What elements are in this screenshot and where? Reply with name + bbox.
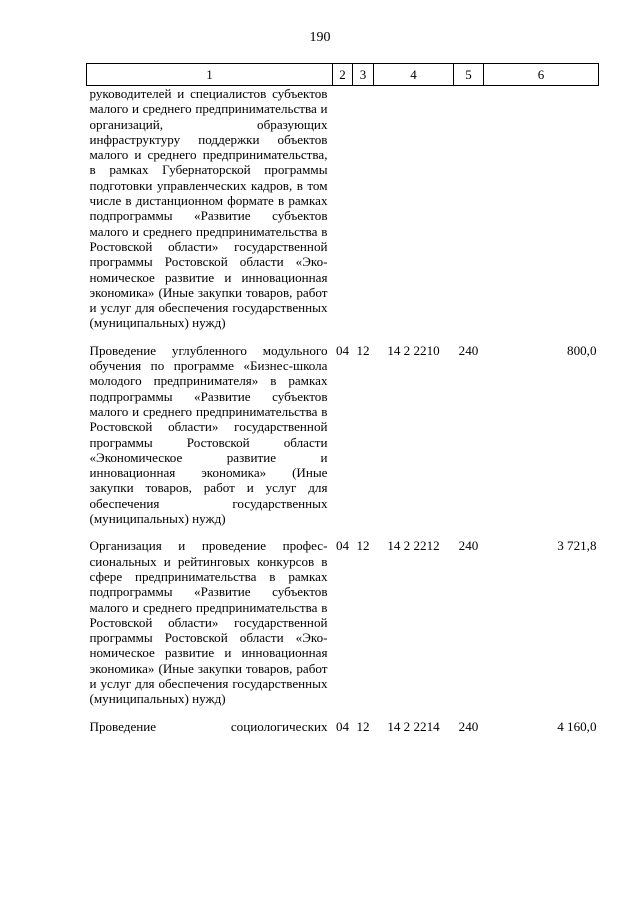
row-expense-type	[454, 86, 484, 331]
column-header-4: 4	[374, 64, 454, 86]
table-row	[87, 86, 599, 331]
row-description: Проведение социологических	[89, 718, 328, 734]
column-header-2: 2	[333, 64, 353, 86]
row-section: 04	[335, 718, 350, 734]
row-subsection	[353, 86, 374, 331]
table-row	[87, 343, 599, 527]
row-spacer	[87, 331, 599, 343]
row-description: Проведение углубленного модульного обучения по программе «Бизнес-школа молодого предпринимателя» в рамках подпрограммы «Развитие субъектов малого и среднего предпринимательства в Ростовской области» государственной программы Ростовской области «Экономическое развитие и инновационная экономика» (Иные закупки товаров, работ и услуг для обеспечения государственных (муниципальных) нужд)	[89, 342, 328, 527]
row-amount	[484, 86, 599, 331]
row-target-article: 14 2 2212	[387, 538, 440, 554]
column-header-1: 1	[87, 64, 333, 86]
row-section	[333, 86, 353, 331]
table-row	[87, 719, 599, 734]
row-spacer	[87, 526, 599, 538]
row-subsection: 12	[356, 538, 370, 554]
table-row	[87, 538, 599, 706]
row-expense-type: 240	[458, 342, 479, 358]
row-expense-type: 240	[458, 538, 479, 554]
page-number: 190	[309, 30, 331, 45]
row-amount: 3 721,8	[557, 538, 597, 554]
column-header-3: 3	[353, 64, 374, 86]
row-target-article: 14 2 2210	[387, 342, 440, 358]
row-spacer	[87, 707, 599, 719]
row-subsection: 12	[356, 718, 370, 734]
row-description: Организация и проведение профессиональных и рейтинговых конкурсов в сфере предпринимательства в рамках подпрограммы «Развитие субъектов малого и среднего предпринимательства в Ростовской области» государственной программы Ростовской области «Экономическое развитие и инновaционная экономика» (Иные закупки товаров, работ и услуг для обеспечения государственных (муниципальных) нужд)	[89, 538, 328, 707]
row-amount: 4 160,0	[557, 718, 597, 734]
column-header-6: 6	[484, 64, 599, 86]
row-expense-type: 240	[458, 718, 479, 734]
column-number-header	[87, 64, 599, 86]
row-section: 04	[335, 538, 350, 554]
row-amount: 800,0	[567, 342, 597, 358]
budget-table	[86, 63, 599, 734]
row-target-article: 14 2 2214	[387, 718, 440, 734]
column-header-5: 5	[454, 64, 484, 86]
row-target-article	[374, 86, 454, 331]
row-section: 04	[335, 342, 350, 358]
row-subsection: 12	[356, 342, 370, 358]
row-description: руководителей и специалистов субъектов малого и среднего предпринимательства и организаций, образующих инфраструктуру поддержки объектов малого и среднего предпринимательства, в рамках Губернаторской программы подготовки управленческих кадров, в том числе в дистанционном формате в рамках подпрограммы «Развитие субъектов малого и среднего предпринимательства в Ростовской области» государственной программы Ростовской области «Экономическое развитие и инновaционная экономика» (Иные закупки товаров, работ и услуг для обеспечения государственных (муниципальных) нужд)	[89, 86, 328, 331]
